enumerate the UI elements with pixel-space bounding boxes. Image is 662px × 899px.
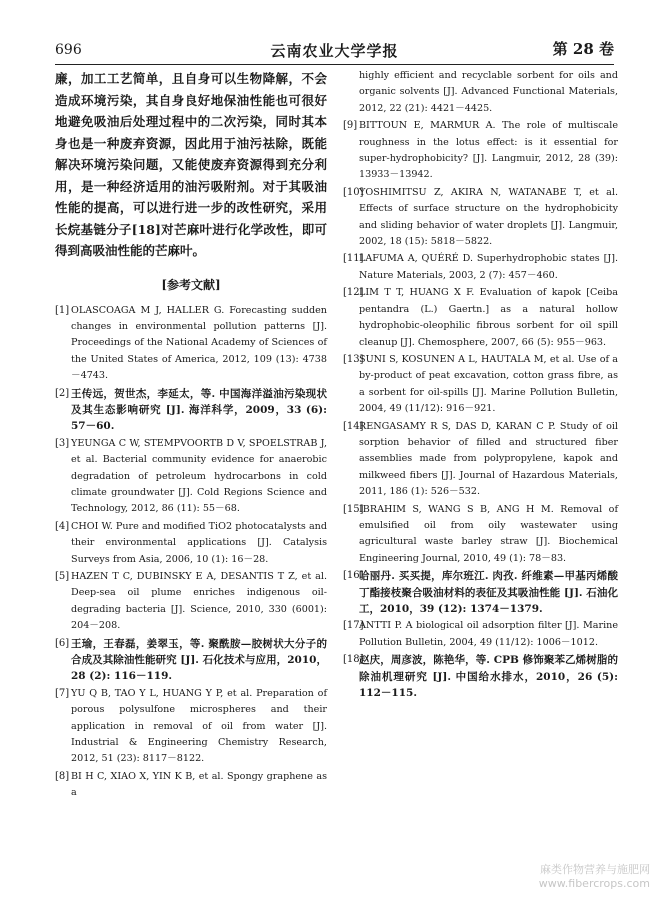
reference-number: [4]: [55, 520, 70, 532]
reference-item: [55, 569, 327, 635]
references-list-left: [55, 303, 327, 802]
reference-number: [17]: [343, 620, 364, 632]
left-column: [55, 68, 327, 803]
reference-number: [1]: [55, 304, 70, 316]
reference-text: 王传远，贺世杰，李延太，等. 中国海洋溢油污染现状及其生态影响研究 [J]. 海洋科学，2009，33 (6): 57－60.: [71, 387, 327, 433]
page-header: [55, 38, 614, 64]
reference-item: [343, 352, 618, 418]
reference-text: YU Q B, TAO Y L, HUANG Y P, et al. Preparation of porous polysulfone microspheres and their application in removal of oil from water [J]. Industrial & Engineering Chemistry Research, 2012, 51 (23): 8117－8122.: [71, 687, 327, 765]
reference-number: [10]: [343, 186, 364, 198]
reference-item: [343, 68, 618, 117]
reference-text: YOSHIMITSU Z, AKIRA N, WATANABE T, et al. Effects of surface structure on the hydrophobicity and sliding behavior of water droplets [J]. Langmuir, 2002, 18 (15): 5818－5822.: [359, 186, 618, 248]
reference-text: BITTOUN E, MARMUR A. The role of multiscale roughness in the lotus effect: is it essential for super-hydrophobicity? [J]. Langmuir, 2012, 28 (39): 13933－13942.: [359, 120, 618, 181]
reference-number: [18]: [343, 654, 364, 666]
reference-item: [55, 519, 327, 568]
references-heading: [参考文献]: [161, 277, 221, 292]
reference-text: SUNI S, KOSUNEN A L, HAUTALA M, et al. Use of a by-product of peat excavation, cotton grass fibre, as a sorbent for oil-spills [J]. Marine Pollution Bulletin, 2004, 49 (11/12): 916－921.: [359, 353, 618, 415]
reference-item: [55, 386, 327, 435]
references-list-right: [343, 68, 618, 701]
reference-item: [343, 285, 618, 351]
reference-text: RENGASAMY R S, DAS D, KARAN C P. Study of oil sorption behavior of filled and structured fiber assemblies made from polypropylene, kapok and milkweed fibers [J]. Journal of Hazardous Materials, 2011, 186 (1): 526－532.: [359, 420, 618, 498]
reference-text: LIM T T, HUANG X F. Evaluation of kapok [Ceiba pentandra (L.) Gaertn.] as a natural hollow hydrophobic-oleophilic fibrous sorbent for oil spill cleanup [J]. Chemosphere, 2007, 66 (5): 955－963.: [359, 287, 618, 348]
reference-text: 哈丽丹. 买买提，库尔班江. 肉孜. 纤维素—甲基丙烯酸丁酯接枝聚合吸油材料的表征及其吸油性能 [J]. 石油化工，2010，39 (12): 1374－1379.: [359, 570, 618, 615]
reference-item: [55, 436, 327, 518]
reference-number: [14]: [343, 420, 364, 432]
reference-text: BI H C, XIAO X, YIN K B, et al. Spongy graphene as a: [71, 770, 327, 799]
reference-text: HAZEN T C, DUBINSKY E A, DESANTIS T Z, et al. Deep-sea oil plume enriches indigenous oil-degrading bacteria [J]. Science, 2010, 330 (6001): 204－208.: [71, 571, 327, 632]
page-number: 696: [55, 42, 82, 58]
reference-number: [8]: [55, 770, 70, 782]
header-rule: [55, 64, 614, 65]
volume-label: 第 28 卷: [552, 40, 614, 58]
reference-item: [343, 419, 618, 501]
watermark-line: 麻类作物营养与施肥网: [540, 863, 650, 876]
reference-text: 王瑜，王春磊，姜翠玉，等. 聚酰胺—胶树状大分子的合成及其除油性能研究 [J]. 石化技术与应用，2010，28 (2): 116－119.: [71, 637, 327, 683]
reference-number: [12]: [343, 287, 364, 299]
reference-number: [13]: [343, 353, 364, 365]
watermark-url: www.fibercrops.com: [538, 877, 650, 890]
reference-text: LAFUMA A, QUÉRÉ D. Superhydrophobic states [J]. Nature Materials, 2003, 2 (7): 457－460.: [359, 253, 618, 281]
reference-item: [55, 769, 327, 802]
reference-number: [2]: [55, 387, 70, 399]
body-paragraph: 廉，加工工艺简单，且自身可以生物降解，不会造成环境污染，其自身良好地保油性能也可很好地避免吸油后处理过程中的二次污染，同时其本身也是一种废弃资源，因此用于油污祛除，既能解决环境污染问题，又能使废弃资源得到充分利用，是一种经济适用的油污吸附剂。对于其吸油性能的提高，可以进行进一步的改性研究，采用长烷基链分子[18]对芒麻叶进行化学改性，即可得到高吸油性能的芒麻叶。: [55, 71, 327, 258]
reference-item: [343, 568, 618, 617]
journal-title: 云南农业大学学报: [270, 42, 399, 60]
reference-item: [343, 251, 618, 284]
reference-text: ANTTI P. A biological oil adsorption filter [J]. Marine Pollution Bulletin, 2004, 49 (11/12): 1006－1012.: [359, 620, 618, 648]
reference-item: [343, 652, 618, 701]
reference-item: [343, 618, 618, 651]
reference-number: [7]: [55, 687, 70, 699]
reference-item: [343, 118, 618, 184]
reference-text: highly efficient and recyclable sorbent for oils and organic solvents [J]. Advanced Functional Materials, 2012, 22 (21): 4421－4425.: [359, 70, 618, 114]
reference-number: [15]: [343, 503, 364, 515]
reference-number: [3]: [55, 437, 70, 449]
reference-number: [5]: [55, 571, 70, 582]
reference-item: [55, 303, 327, 385]
reference-text: CHOI W. Pure and modified TiO2 photocatalysts and their environmental applications [J]. Catalysis Surveys from Asia, 2006, 10 (1): 16－28.: [71, 520, 327, 565]
reference-number: [6]: [55, 637, 70, 649]
reference-text: IBRAHIM S, WANG S B, ANG H M. Removal of emulsified oil from oily wastewater using agricultural waste barley straw [J]. Biochemical Engineering Journal, 2010, 49 (1): 78－83.: [359, 503, 618, 564]
right-column: [343, 68, 618, 702]
reference-item: [55, 636, 327, 685]
watermark: [539, 863, 650, 891]
reference-number: [11]: [343, 253, 364, 265]
reference-item: [343, 185, 618, 251]
reference-number: [9]: [343, 120, 358, 132]
reference-text: 赵庆，周彦波，陈艳华，等. CPB 修饰聚苯乙烯树脂的除油机理研究 [J]. 中国给水排水，2010，26 (5): 112－115.: [359, 654, 618, 700]
reference-item: [55, 686, 327, 768]
reference-text: OLASCOAGA M J, HALLER G. Forecasting sudden changes in environmental pollution patterns [J]. Proceedings of the National Academy of Sciences of the United States of America, 2012, 109 (13): 4738－4743.: [71, 304, 327, 382]
reference-number: [16]: [343, 570, 364, 582]
reference-item: [343, 502, 618, 568]
reference-text: YEUNGA C W, STEMPVOORTB D V, SPOELSTRAB J, et al. Bacterial community evidence for anaerobic degradation of petroleum hydrocarbons in cold climate groundwater [J]. Cold Regions Science and Technology, 2012, 86 (11): 55－68.: [71, 437, 327, 515]
